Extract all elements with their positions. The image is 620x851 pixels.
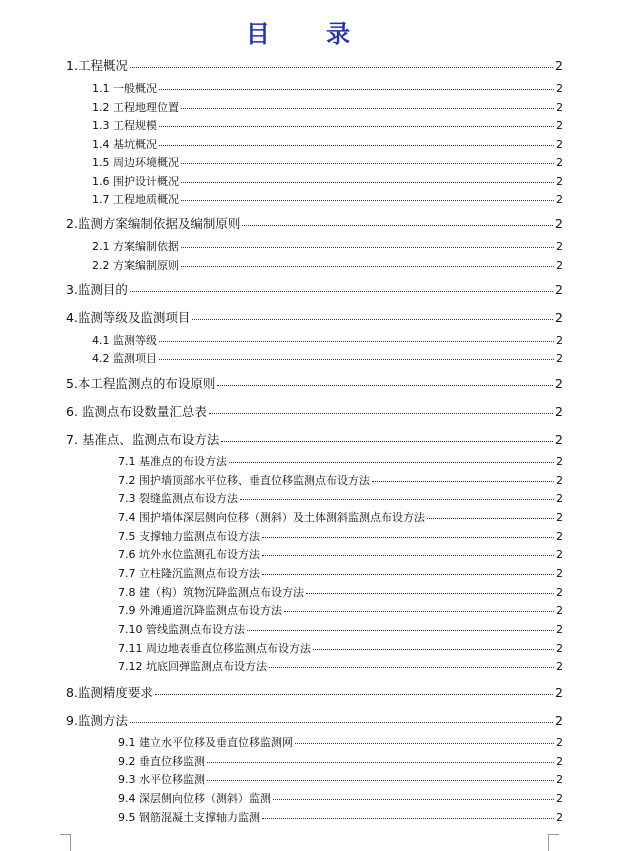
- toc-entry[interactable]: [118, 809, 563, 825]
- toc-page-number: 2: [555, 713, 563, 728]
- toc-dot-leader: [372, 481, 554, 482]
- toc-entry-label: 1.工程概况: [66, 58, 128, 73]
- toc-entry[interactable]: [92, 191, 563, 207]
- toc-entry[interactable]: [92, 173, 563, 189]
- toc-dot-leader: [207, 762, 554, 763]
- toc-page-number: 2: [556, 586, 563, 599]
- toc-entry[interactable]: [92, 350, 563, 366]
- toc-entry-label: 3.监测目的: [66, 282, 128, 297]
- toc-entry[interactable]: [66, 683, 563, 701]
- toc-entry[interactable]: [92, 136, 563, 152]
- toc-entry-label: 7.9 外滩通道沉降监测点布设方法: [118, 604, 282, 617]
- toc-dot-leader: [159, 126, 554, 127]
- toc-entry[interactable]: [66, 402, 563, 420]
- toc-page-number: 2: [556, 259, 563, 272]
- toc-page-number: 2: [555, 216, 563, 231]
- toc-page-number: 2: [555, 432, 563, 447]
- toc-entry-label: 7.6 坑外水位监测孔布设方法: [118, 548, 260, 561]
- toc-entry-label: 7.5 支撑轴力监测点布设方法: [118, 530, 260, 543]
- toc-dot-leader: [209, 413, 553, 414]
- toc-entry-label: 7.2 围护墙顶部水平位移、垂直位移监测点布设方法: [118, 474, 370, 487]
- toc-entry[interactable]: [66, 374, 563, 392]
- toc-entry-label: 4.2 监测项目: [92, 352, 157, 365]
- toc-entry-label: 1.2 工程地理位置: [92, 101, 179, 114]
- toc-dot-leader: [181, 182, 554, 183]
- toc-dot-leader: [181, 163, 554, 164]
- toc-entry[interactable]: [118, 734, 563, 750]
- toc-page-number: 2: [556, 119, 563, 132]
- toc-entry[interactable]: [118, 790, 563, 806]
- toc-entry-label: 7.1 基准点的布设方法: [118, 455, 227, 468]
- toc-entry-label: 1.5 周边环境概况: [92, 156, 179, 169]
- toc-entry[interactable]: [92, 257, 563, 273]
- toc-page-number: 2: [556, 474, 563, 487]
- toc-entry[interactable]: [118, 509, 563, 525]
- toc-page-number: 2: [556, 792, 563, 805]
- toc-page-number: 2: [556, 660, 563, 673]
- toc-entry[interactable]: [66, 430, 563, 448]
- toc-page-number: 2: [556, 623, 563, 636]
- toc-entry-label: 9.1 建立水平位移及垂直位移监测网: [118, 736, 293, 749]
- toc-entry-label: 8.监测精度要求: [66, 685, 153, 700]
- toc-dot-leader: [192, 319, 553, 320]
- toc-entry-label: 7. 基准点、监测点布设方法: [66, 432, 220, 447]
- toc-entry-label: 5.本工程监测点的布设原则: [66, 376, 216, 391]
- toc-entry-label: 9.4 深层侧向位移（测斜）监测: [118, 792, 271, 805]
- toc-dot-leader: [306, 593, 554, 594]
- toc-title: 目 录: [245, 19, 375, 48]
- toc-page-number: 2: [556, 82, 563, 95]
- toc-dot-leader: [159, 341, 554, 342]
- toc-dot-leader: [262, 574, 554, 575]
- toc-dot-leader: [181, 247, 554, 248]
- toc-page-number: 2: [556, 455, 563, 468]
- toc-dot-leader: [130, 291, 553, 292]
- toc-dot-leader: [427, 518, 554, 519]
- toc-entry-label: 1.3 工程规模: [92, 119, 157, 132]
- toc-entry[interactable]: [92, 117, 563, 133]
- toc-dot-leader: [130, 67, 553, 68]
- toc-entry[interactable]: [66, 308, 563, 326]
- toc-entry-label: 4.1 监测等级: [92, 334, 157, 347]
- toc-entry[interactable]: [118, 771, 563, 787]
- toc-entry-label: 7.8 建（构）筑物沉降监测点布设方法: [118, 586, 304, 599]
- toc-page-number: 2: [555, 685, 563, 700]
- toc-entry-label: 2.监测方案编制依据及编制原则: [66, 216, 241, 231]
- toc-entry-label: 4.监测等级及监测项目: [66, 310, 191, 325]
- toc-dot-leader: [229, 462, 554, 463]
- toc-entry[interactable]: [118, 453, 563, 469]
- toc-entry[interactable]: [66, 56, 563, 74]
- toc-entry-label: 1.4 基坑概况: [92, 138, 157, 151]
- toc-entry-label: 7.3 裂缝监测点布设方法: [118, 492, 238, 505]
- toc-dot-leader: [159, 145, 554, 146]
- toc-entry[interactable]: [92, 154, 563, 170]
- toc-page-number: 2: [556, 175, 563, 188]
- toc-dot-leader: [155, 694, 553, 695]
- toc-page-number: 2: [556, 642, 563, 655]
- toc-entry[interactable]: [66, 280, 563, 298]
- toc-dot-leader: [262, 537, 554, 538]
- toc-dot-leader: [159, 359, 554, 360]
- toc-dot-leader: [273, 799, 554, 800]
- toc-entry-label: 9.3 水平位移监测: [118, 773, 205, 786]
- toc-dot-leader: [284, 611, 554, 612]
- toc-page-number: 2: [556, 352, 563, 365]
- toc-entry-label: 9.监测方法: [66, 713, 128, 728]
- toc-page-number: 2: [556, 567, 563, 580]
- toc-entry[interactable]: [92, 238, 563, 254]
- toc-page-number: 2: [556, 101, 563, 114]
- toc-entry[interactable]: [118, 472, 563, 488]
- toc-entry-label: 1.1 一般概况: [92, 82, 157, 95]
- toc-entry[interactable]: [66, 214, 563, 232]
- toc-dot-leader: [313, 649, 554, 650]
- toc-dot-leader: [262, 555, 554, 556]
- toc-entry-label: 9.5 钢筋混凝土支撑轴力监测: [118, 811, 260, 824]
- toc-page-number: 2: [555, 310, 563, 325]
- toc-entry[interactable]: [118, 658, 563, 674]
- toc-page-number: 2: [555, 282, 563, 297]
- toc-entry[interactable]: [92, 80, 563, 96]
- toc-entry[interactable]: [66, 711, 563, 729]
- toc-page-number: 2: [556, 755, 563, 768]
- toc-entry[interactable]: [92, 99, 563, 115]
- toc-page-number: 2: [556, 511, 563, 524]
- toc-page-number: 2: [555, 376, 563, 391]
- toc-entry[interactable]: [118, 565, 563, 581]
- toc-dot-leader: [181, 108, 554, 109]
- toc-entry-label: 1.7 工程地质概况: [92, 193, 179, 206]
- toc-dot-leader: [207, 780, 554, 781]
- page-corner-mark-left: [60, 834, 71, 851]
- toc-page-number: 2: [555, 58, 563, 73]
- toc-entry-label: 6. 监测点布设数量汇总表: [66, 404, 207, 419]
- toc-dot-leader: [221, 441, 553, 442]
- page-corner-mark-right: [548, 834, 559, 851]
- toc-dot-leader: [181, 200, 554, 201]
- toc-page-number: 2: [556, 240, 563, 253]
- toc-dot-leader: [262, 818, 554, 819]
- toc-entry-label: 7.11 周边地表垂直位移监测点布设方法: [118, 642, 311, 655]
- toc-entry[interactable]: [118, 546, 563, 562]
- toc-page-number: 2: [556, 736, 563, 749]
- toc-entry[interactable]: [118, 640, 563, 656]
- toc-page-number: 2: [556, 773, 563, 786]
- toc-entry-label: 2.1 方案编制依据: [92, 240, 179, 253]
- toc-entry-label: 7.4 围护墙体深层侧向位移（测斜）及土体测斜监测点布设方法: [118, 511, 425, 524]
- toc-entry[interactable]: [118, 490, 563, 506]
- toc-entry-label: 1.6 围护设计概况: [92, 175, 179, 188]
- toc-dot-leader: [269, 667, 554, 668]
- toc-dot-leader: [130, 722, 553, 723]
- toc-page-number: 2: [556, 492, 563, 505]
- toc-entry[interactable]: [118, 584, 563, 600]
- toc-entry[interactable]: [118, 753, 563, 769]
- toc-page-number: 2: [556, 548, 563, 561]
- toc-page-number: 2: [556, 530, 563, 543]
- toc-entry-label: 9.2 垂直位移监测: [118, 755, 205, 768]
- toc-dot-leader: [247, 630, 554, 631]
- toc-entry-label: 7.12 坑底回弹监测点布设方法: [118, 660, 267, 673]
- toc-entry[interactable]: [118, 602, 563, 618]
- toc-entry[interactable]: [118, 528, 563, 544]
- toc-page-number: 2: [556, 156, 563, 169]
- toc-entry-label: 2.2 方案编制原则: [92, 259, 179, 272]
- toc-page-number: 2: [556, 811, 563, 824]
- toc-entry-label: 7.7 立柱隆沉监测点布设方法: [118, 567, 260, 580]
- toc-dot-leader: [295, 743, 554, 744]
- toc-dot-leader: [159, 89, 554, 90]
- toc-dot-leader: [181, 266, 554, 267]
- toc-page-number: 2: [556, 334, 563, 347]
- toc-entry[interactable]: [118, 621, 563, 637]
- toc-dot-leader: [242, 225, 553, 226]
- toc-dot-leader: [240, 499, 554, 500]
- toc-page-number: 2: [556, 193, 563, 206]
- toc-page-number: 2: [555, 404, 563, 419]
- toc-entry[interactable]: [92, 332, 563, 348]
- toc-entry-label: 7.10 管线监测点布设方法: [118, 623, 245, 636]
- toc-page-number: 2: [556, 138, 563, 151]
- toc-dot-leader: [217, 385, 553, 386]
- toc-page-number: 2: [556, 604, 563, 617]
